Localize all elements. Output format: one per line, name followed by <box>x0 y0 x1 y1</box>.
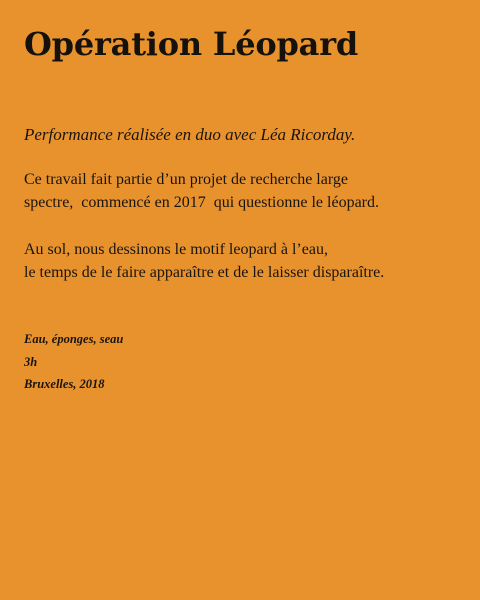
description-line: Ce travail fait partie d’un projet de recherche large <box>24 171 348 188</box>
description-paragraph-project <box>24 168 456 214</box>
location-year-text: Bruxelles, 2018 <box>24 377 105 391</box>
materials-text: Eau, éponges, seau <box>24 332 124 346</box>
description-line: spectre, commencé en 2017 qui questionne le léopard. <box>24 194 379 211</box>
description-line: Au sol, nous dessinons le motif leopard à l’eau, <box>24 241 328 258</box>
artwork-details <box>24 328 456 396</box>
duration-text: 3h <box>24 354 38 369</box>
page-title: Opération Léopard <box>24 25 359 63</box>
description-line: le temps de le faire apparaître et de le laisser disparaître. <box>24 264 385 281</box>
collaboration-credit: Performance réalisée en duo avec Léa Ricorday. <box>24 125 356 144</box>
description-paragraph-process <box>24 238 456 284</box>
